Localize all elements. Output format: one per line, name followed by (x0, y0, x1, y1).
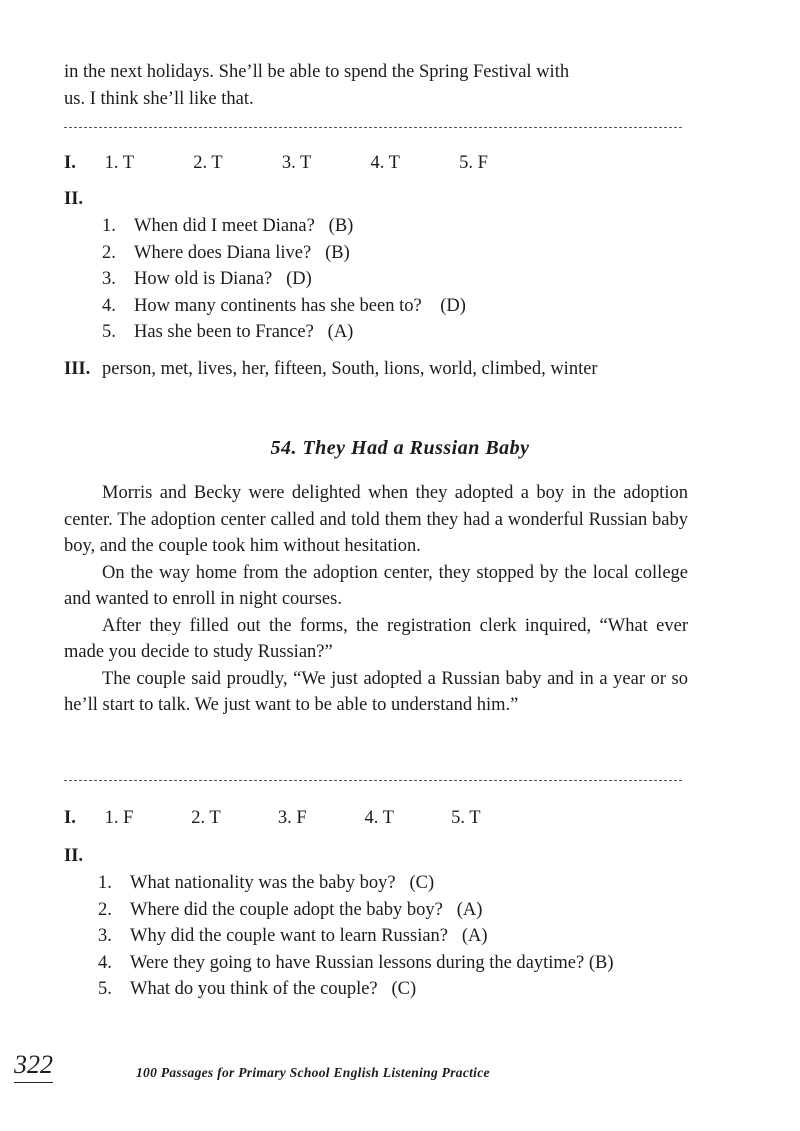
story-paragraph: Morris and Becky were delighted when they adopted a boy in the adoption center. The adoption center called and told them they had a wonderful Russian baby boy, and the couple took him without hesitation. (64, 483, 688, 556)
answer-item: 4. T (370, 153, 400, 173)
question-item (98, 950, 690, 977)
section-label: I. (64, 153, 76, 173)
true-false-answers (64, 153, 488, 174)
previous-passage-ending (64, 59, 688, 112)
story-paragraph: After they filled out the forms, the registration clerk inquired, “What ever made you decide to study Russian?” (64, 615, 688, 662)
question-item (98, 897, 690, 924)
story-body (64, 480, 688, 719)
question-list (102, 213, 466, 346)
section-heading (64, 846, 83, 867)
passage-line: us. I think she’ll like that. (64, 88, 254, 109)
story-paragraph: On the way home from the adoption center, they stopped by the local college and wanted to enroll in night courses. (64, 562, 688, 609)
question-number: 3. (98, 926, 112, 946)
answer-item: 2. T (193, 153, 223, 173)
true-false-answers (64, 808, 481, 829)
section-heading (64, 189, 83, 210)
word-list: person, met, lives, her, fifteen, South, lions, world, climbed, winter (102, 359, 598, 379)
story-title: 54. They Had a Russian Baby (270, 437, 530, 459)
question-number: 2. (98, 899, 112, 920)
question-item (102, 213, 466, 240)
question-text: What nationality was the baby boy? (C) (130, 873, 435, 893)
question-item (98, 870, 690, 897)
answer-item: 1. F (104, 808, 134, 828)
question-list (98, 870, 690, 1003)
passage-line: in the next holidays. She’ll be able to spend the Spring Festival with (64, 62, 570, 82)
running-footer-title: 100 Passages for Primary School English Listening Practice (136, 1065, 490, 1080)
section-label: I. (64, 808, 76, 828)
question-text: How old is Diana? (D) (134, 269, 312, 289)
question-number: 3. (102, 269, 116, 289)
question-item (102, 319, 466, 346)
question-number: 1. (98, 873, 112, 893)
answer-item: 5. F (459, 153, 488, 173)
section-label: II. (64, 189, 84, 209)
question-number: 4. (98, 952, 112, 973)
question-item (98, 923, 690, 950)
question-text: Has she been to France? (A) (134, 322, 354, 342)
question-text: When did I meet Diana? (B) (134, 216, 354, 236)
story-paragraph: The couple said proudly, “We just adopted a Russian baby and in a year or so he’ll start to talk. We just want to be able to understand him.” (64, 668, 688, 715)
answer-item: 3. F (277, 808, 307, 828)
question-text: Where does Diana live? (B) (134, 242, 350, 263)
answer-item: 5. T (451, 808, 481, 828)
question-item (102, 266, 466, 293)
question-item (102, 293, 466, 320)
answer-item: 1. T (104, 153, 135, 173)
dashed-divider (64, 780, 682, 781)
word-bank-answers (64, 356, 688, 383)
section-label: II. (64, 846, 84, 866)
question-number: 2. (102, 242, 116, 263)
question-number: 1. (102, 216, 116, 236)
question-text: How many continents has she been to? (D) (134, 295, 466, 316)
question-text: Why did the couple want to learn Russian? (A) (130, 926, 488, 946)
answer-item: 4. T (364, 808, 394, 828)
question-text: Where did the couple adopt the baby boy? (A) (130, 899, 483, 920)
question-number: 5. (102, 322, 116, 342)
answer-item: 3. T (281, 153, 312, 173)
question-item (102, 240, 466, 267)
question-text: What do you think of the couple? (C) (130, 979, 417, 999)
page-number: 322 (14, 1052, 53, 1083)
question-item (98, 976, 690, 1003)
question-number: 5. (98, 979, 112, 999)
dashed-divider (64, 127, 682, 128)
question-text: Were they going to have Russian lessons during the daytime? (B) (130, 952, 614, 973)
question-number: 4. (102, 295, 116, 316)
answer-item: 2. T (191, 808, 221, 828)
section-label: III. (64, 359, 91, 379)
